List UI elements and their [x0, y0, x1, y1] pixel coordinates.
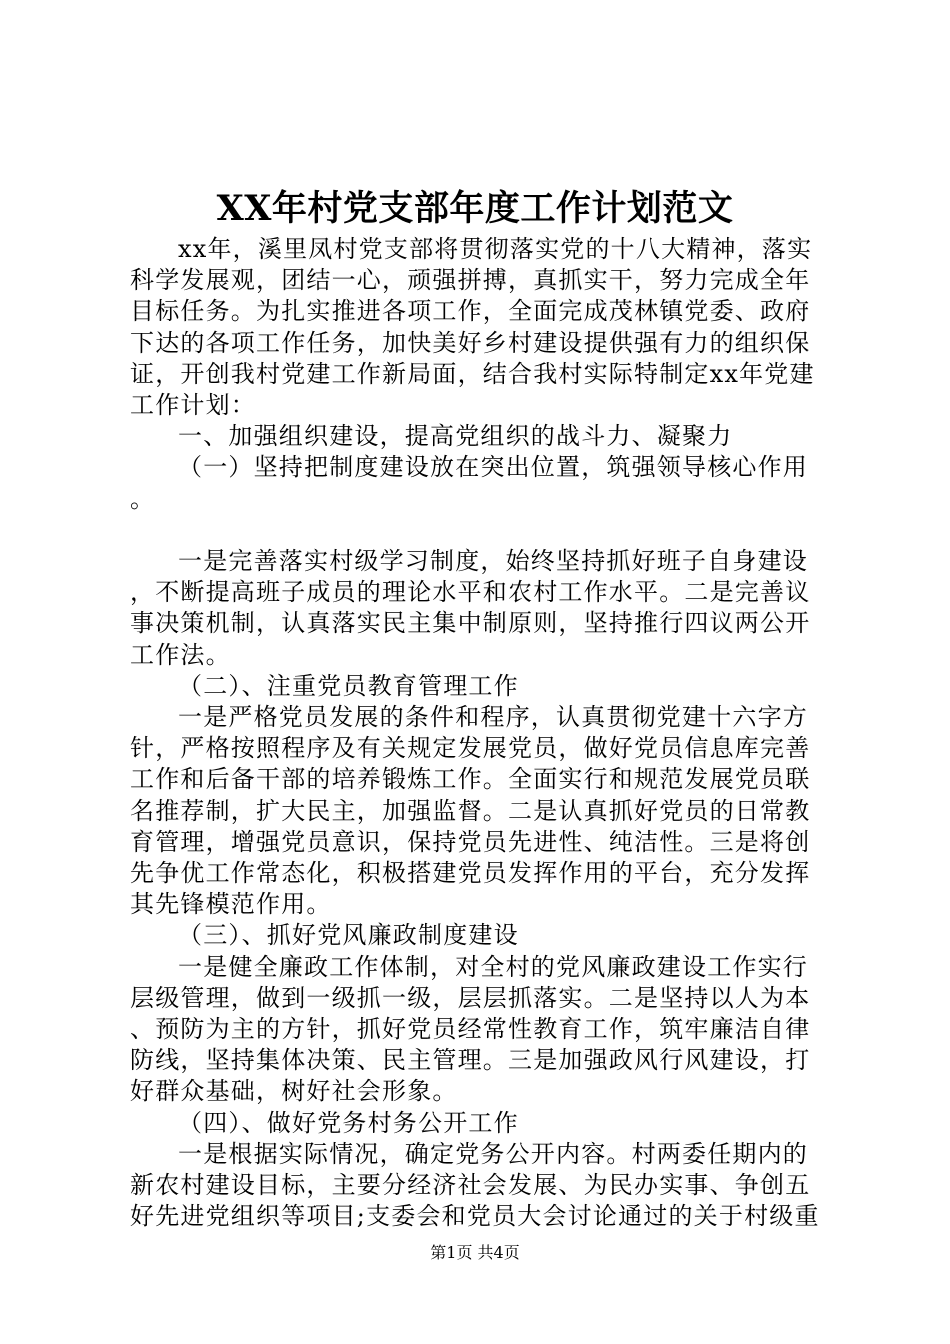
section-heading-1: 一、加强组织建设，提高党组织的战斗力、凝聚力 — [178, 422, 733, 451]
page-number-footer: 第1页 共4页 — [430, 1243, 520, 1262]
subsection-heading-1: （一）坚持把制度建设放在突出位置，筑强领导核心作用。 — [130, 453, 808, 513]
paragraph-intro: xx年，溪里凤村党支部将贯彻落实党的十八大精神，落实科学发展观，团结一心，顽强拼搏，真抓实干，努力完成全年目标任务。为扎实推进各项工作，全面完成茂林镇党委、政府下达的各项工作任务，加快美好乡村建设提供强有力的组织保证，开创我村党建工作新局面，结合我村实际特制定xx年党建工作计划： — [130, 235, 815, 420]
subsection-heading-4: （四）、做好党务村务公开工作 — [178, 1108, 519, 1137]
paragraph-subsection-4: 一是根据实际情况，确定党务公开内容。村两委任期内的新农村建设目标，主要分经济社会发展、为民办实事、争创五好先进党组织等项目;支委会和党员大会讨论通过的关于村级重 — [130, 1139, 820, 1231]
paragraph-subsection-3: 一是健全廉政工作体制，对全村的党风廉政建设工作实行层级管理，做到一级抓一级，层层抓落实。二是坚持以人为本、预防为主的方针，抓好党员经常性教育工作，筑牢廉洁自律防线，坚持集体决策、民主管理。三是加强政风行风建设，打好群众基础，树好社会形象。 — [130, 952, 811, 1106]
document-title: XX年村党支部年度工作计划范文 — [216, 188, 734, 229]
paragraph-subsection-1: 一是完善落实村级学习制度，始终坚持抓好班子自身建设，不断提高班子成员的理论水平和农村工作水平。二是完善议事决策机制，认真落实民主集中制原则，坚持推行四议两公开工作法。 — [130, 547, 811, 669]
paragraph-subsection-2: 一是严格党员发展的条件和程序，认真贯彻党建十六字方针，严格按照程序及有关规定发展党员，做好党员信息库完善工作和后备干部的培养锻炼工作。全面实行和规范发展党员联名推荐制，扩大民主，加强监督。二是认真抓好党员的日常教育管理，增强党员意识，保持党员先进性、纯洁性。三是将创先争优工作常态化，积极搭建党员发挥作用的平台，充分发挥其先锋模范作用。 — [130, 703, 811, 919]
subsection-heading-2: （二）、注重党员教育管理工作 — [178, 671, 519, 700]
subsection-heading-3: （三）、抓好党风廉政制度建设 — [178, 921, 519, 950]
document-body — [130, 234, 832, 1232]
